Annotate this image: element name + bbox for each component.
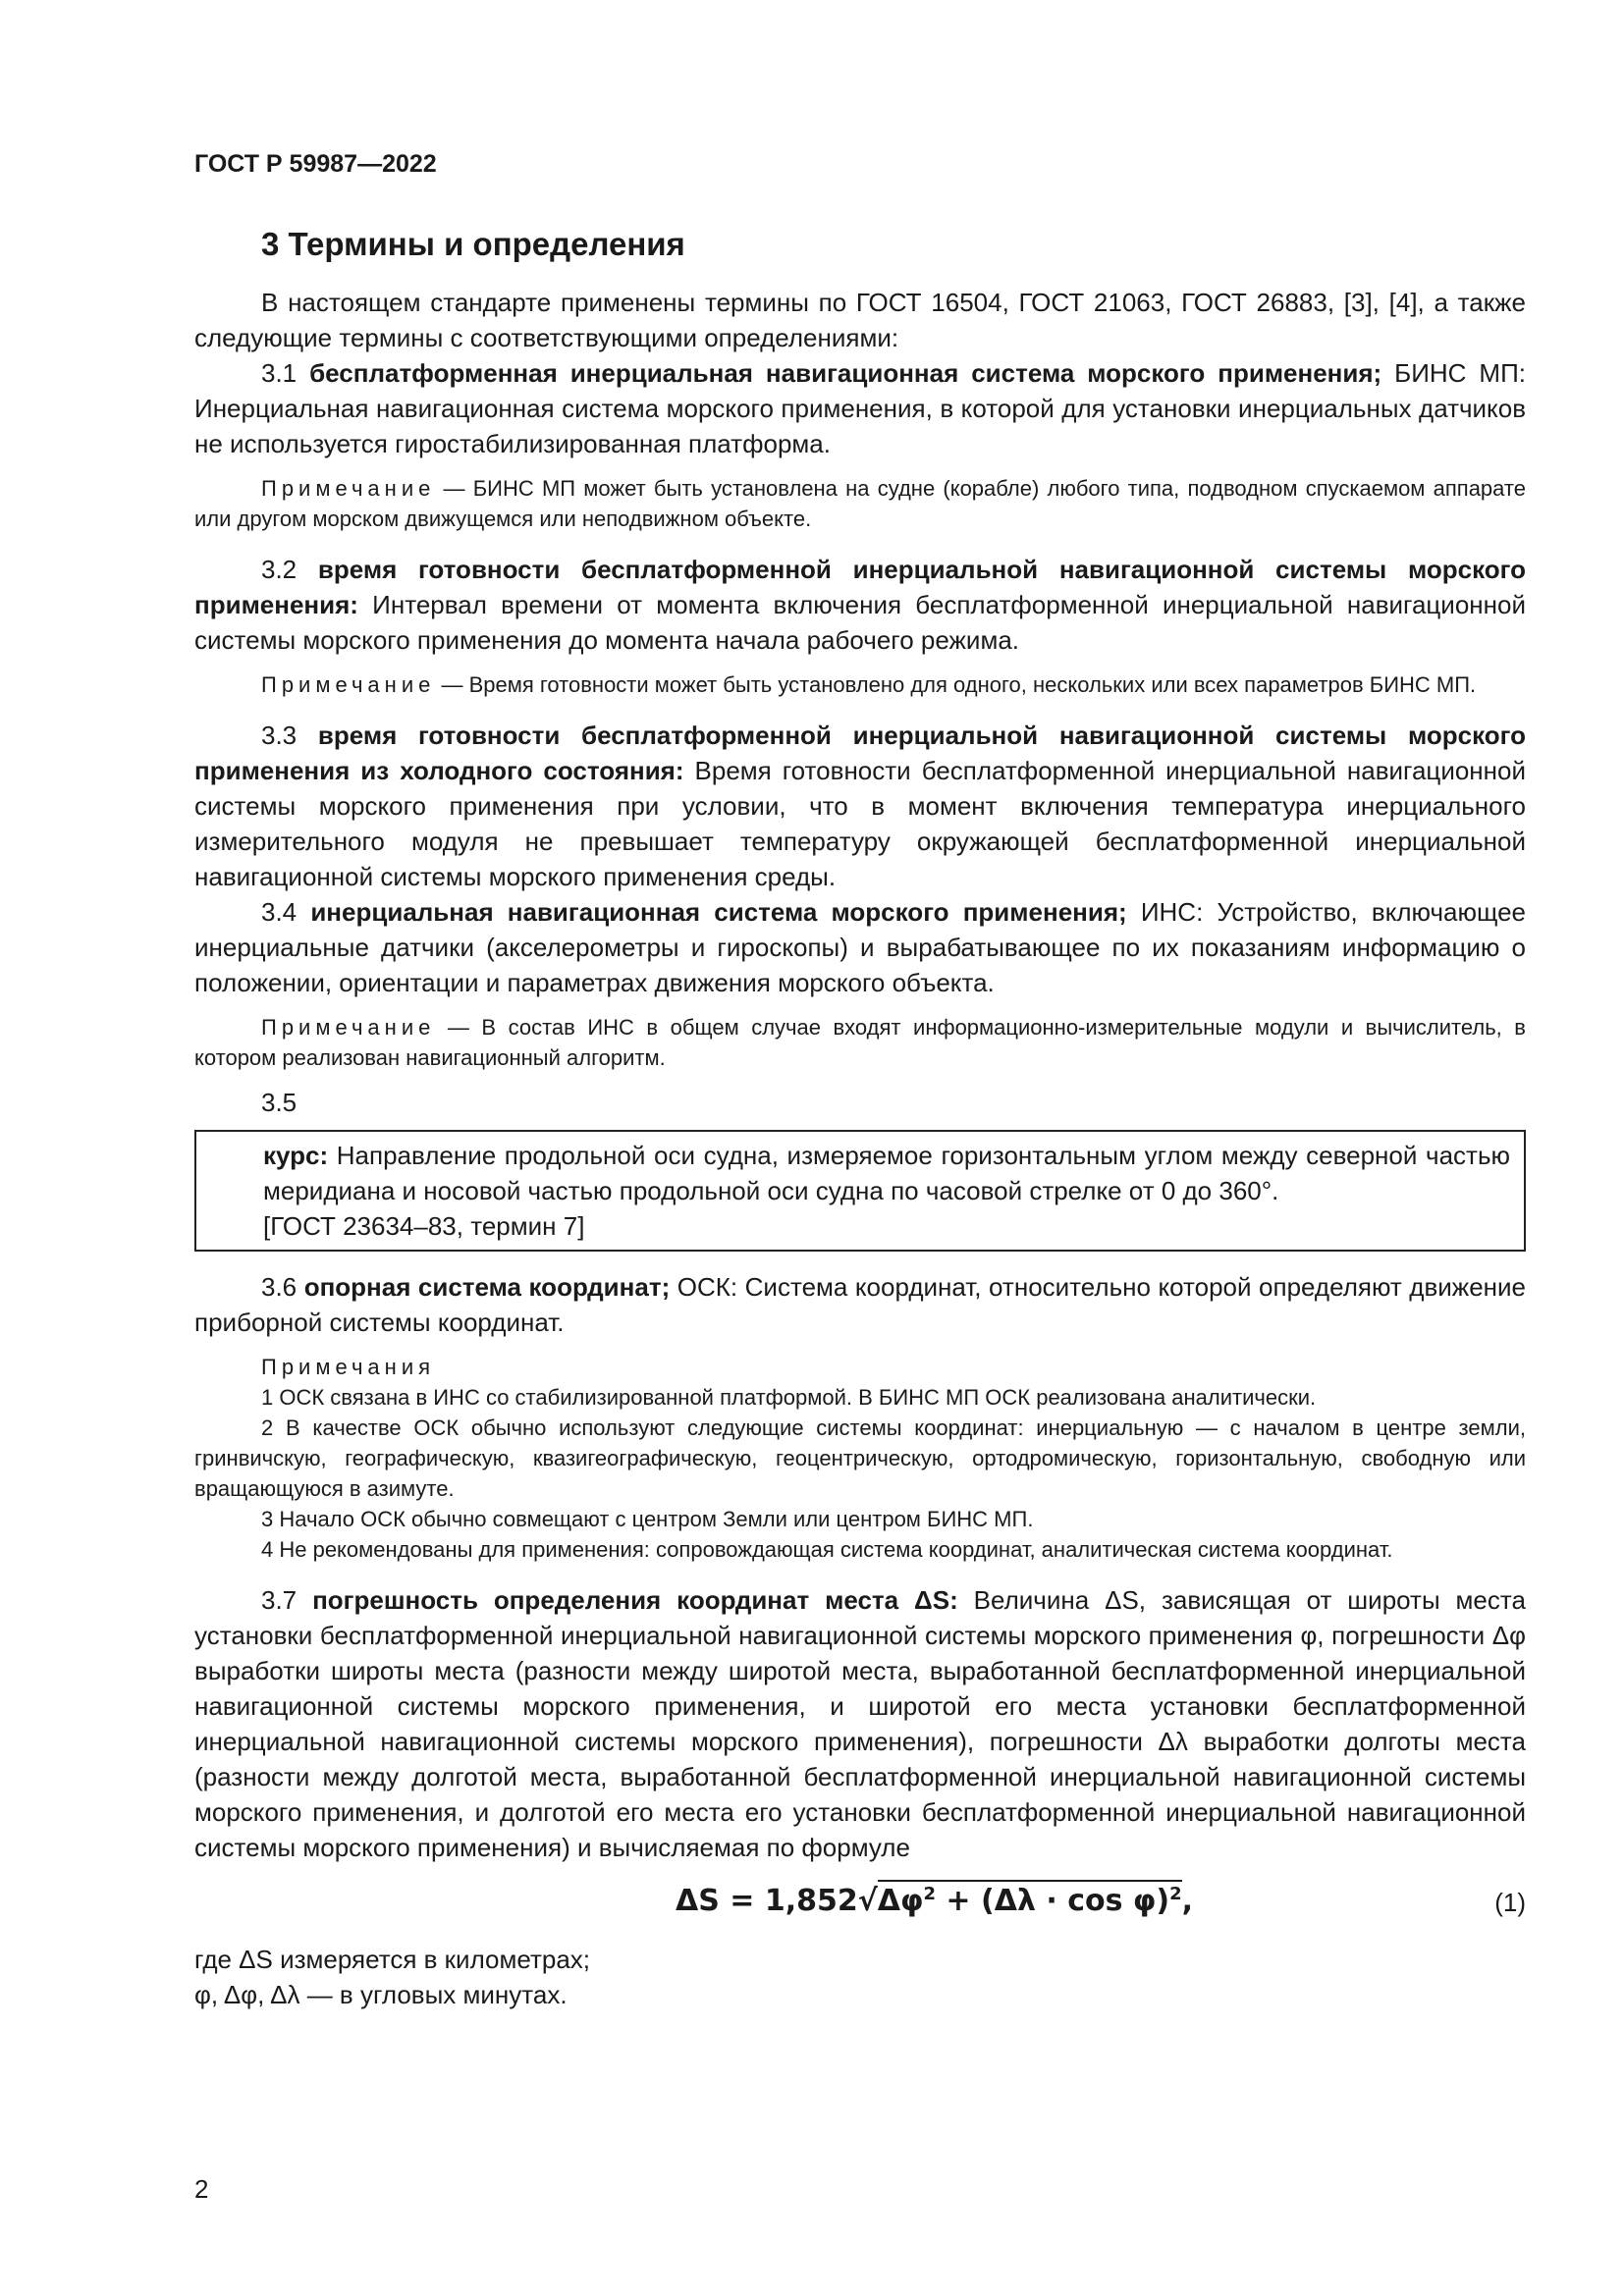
- note-item: 2 В качестве ОСК обычно используют следующие системы координат: инерциальную — с началом в центре земли, гринвичскую, географическую, квазигеографическую, геоцентрическую, ортодромическую, горизонтальную, свободную или вращающуюся в азимуте.: [194, 1415, 1526, 1501]
- notes-label: Примечания: [261, 1355, 436, 1379]
- term-title: погрешность определения координат места ΔS:: [312, 1585, 958, 1615]
- term-title: курс:: [263, 1141, 329, 1170]
- term-title: инерциальная навигационная система морского применения;: [310, 897, 1127, 927]
- term-3-2: [194, 552, 1526, 658]
- term-number: 3.1: [261, 358, 298, 388]
- intro-paragraph: В настоящем стандарте применены термины по ГОСТ 16504, ГОСТ 21063, ГОСТ 26883, [3], [4], а также следующие термины с соответствующими определениями:: [194, 288, 1526, 352]
- term-definition: Время готовности бесплатформенной инерциальной навигационной системы морского применения при условии, что в момент включения температура инерциального измерительного модуля не превышает температуру окружающей бесплатформенной инерциальной навигационной системы морского применения среды.: [194, 756, 1526, 891]
- section-content: [194, 285, 1526, 2012]
- formula-radicand: $\Delta\varphi^2 + (\Delta\lambda \cdot \cos \varphi)^2$: [878, 1880, 1182, 1918]
- term-number: 3.7: [261, 1585, 298, 1615]
- term-definition: БИНС МП: Инерциальная навигационная система морского применения, в которой для установки инерциальных датчиков не используется гиростабилизированная платформа.: [194, 358, 1526, 458]
- note-item: 3 Начало ОСК обычно совмещают с центром Земли или центром БИНС МП.: [261, 1507, 1034, 1531]
- term-3-5-body: [263, 1138, 1510, 1208]
- note-item: 4 Не рекомендованы для применения: сопровождающая система координат, аналитическая система координат.: [261, 1537, 1393, 1562]
- term-title: время готовности бесплатформенной инерциальной навигационной системы морского применения:: [194, 555, 1526, 619]
- note-3-1: [194, 473, 1526, 534]
- note-label: Примечание: [261, 476, 436, 501]
- term-3-5-box: [194, 1130, 1526, 1252]
- term-number: 3.3: [261, 721, 298, 750]
- term-definition: Интервал времени от момента включения бесплатформенной инерциальной навигационной системы морского применения до момента начала рабочего режима.: [194, 590, 1526, 655]
- formula-1: $\Delta S = 1,852√\Delta\varphi^2 + (\Delta\lambda \cdot \cos \varphi)^2$,: [676, 1877, 1193, 1919]
- term-definition: Направление продольной оси судна, измеряемое горизонтальным углом между северной частью меридиана и носовой частью продольной оси судна по часовой стрелке от 0 до 360°.: [263, 1141, 1510, 1205]
- term-3-4: [194, 894, 1526, 1000]
- formula-lhs: ΔS = 1,852: [676, 1884, 858, 1918]
- note-label: Примечание: [261, 1015, 436, 1040]
- note-3-2: [194, 669, 1526, 700]
- term-title: бесплатформенная инерциальная навигационная система морского применения;: [309, 358, 1382, 388]
- page-number: 2: [194, 2174, 209, 2204]
- note-item: 1 ОСК связана в ИНС со стабилизированной платформой. В БИНС МП ОСК реализована аналитически.: [261, 1385, 1317, 1410]
- term-3-1: [194, 355, 1526, 461]
- document-header: ГОСТ Р 59987—2022: [194, 150, 437, 178]
- term-title: опорная система координат;: [303, 1272, 671, 1302]
- note-text: — В состав ИНС в общем случае входят информационно-измерительные модули и вычислитель, в котором реализован навигационный алгоритм.: [194, 1015, 1526, 1070]
- term-number: 3.6: [261, 1272, 298, 1302]
- note-text: — Время готовности может быть установлено для одного, нескольких или всех параметров БИНС МП.: [441, 672, 1477, 697]
- term-definition: Величина ΔS, зависящая от широты места установки бесплатформенной инерциальной навигационной системы морского применения φ, погрешности Δφ выработки широты места (разности между широтой места, выработанной бесплатформенной инерциальной навигационной системы морского применения, и широтой его места установки бесплатформенной инерциальной навигационной системы морского применения), погрешности Δλ выработки долготы места (разности между долготой места, выработанной бесплатформенной инерциальной навигационной системы морского применения, и долготой его места его установки бесплатформенной инерциальной навигационной системы морского применения) и вычисляемая по формуле: [194, 1585, 1526, 1862]
- note-text: — БИНС МП может быть установлена на судне (корабле) любого типа, подводном спускаемом аппарате или другом морском движущемся или неподвижном объекте.: [194, 476, 1526, 531]
- term-3-7: [194, 1582, 1526, 1865]
- note-3-4: [194, 1012, 1526, 1073]
- equation-number: (1): [1494, 1888, 1526, 1917]
- formula-row: [194, 1875, 1526, 1934]
- term-3-5-number: 3.5: [261, 1088, 298, 1117]
- term-3-6: [194, 1269, 1526, 1340]
- term-number: 3.4: [261, 897, 298, 927]
- term-source: [ГОСТ 23634–83, термин 7]: [263, 1211, 585, 1241]
- where-line-2: φ, Δφ, Δλ — в угловых минутах.: [194, 1980, 568, 2009]
- sqrt-sign-icon: √: [857, 1884, 878, 1918]
- term-title: время готовности бесплатформенной инерциальной навигационной системы морского применения из холодного состояния:: [194, 721, 1526, 785]
- section-title: 3 Термины и определения: [261, 226, 685, 262]
- term-definition: ИНС: Устройство, включающее инерциальные датчики (акселерометры и гироскопы) и вырабатывающее по их показаниям информацию о положении, ориентации и параметрах движения морского объекта.: [194, 897, 1526, 997]
- note-label: Примечание: [261, 672, 436, 697]
- term-definition: ОСК: Система координат, относительно которой определяют движение приборной системы координат.: [194, 1272, 1527, 1337]
- term-number: 3.2: [261, 555, 298, 584]
- where-line-1: где ΔS измеряется в километрах;: [194, 1945, 591, 1974]
- term-3-3: [194, 718, 1526, 894]
